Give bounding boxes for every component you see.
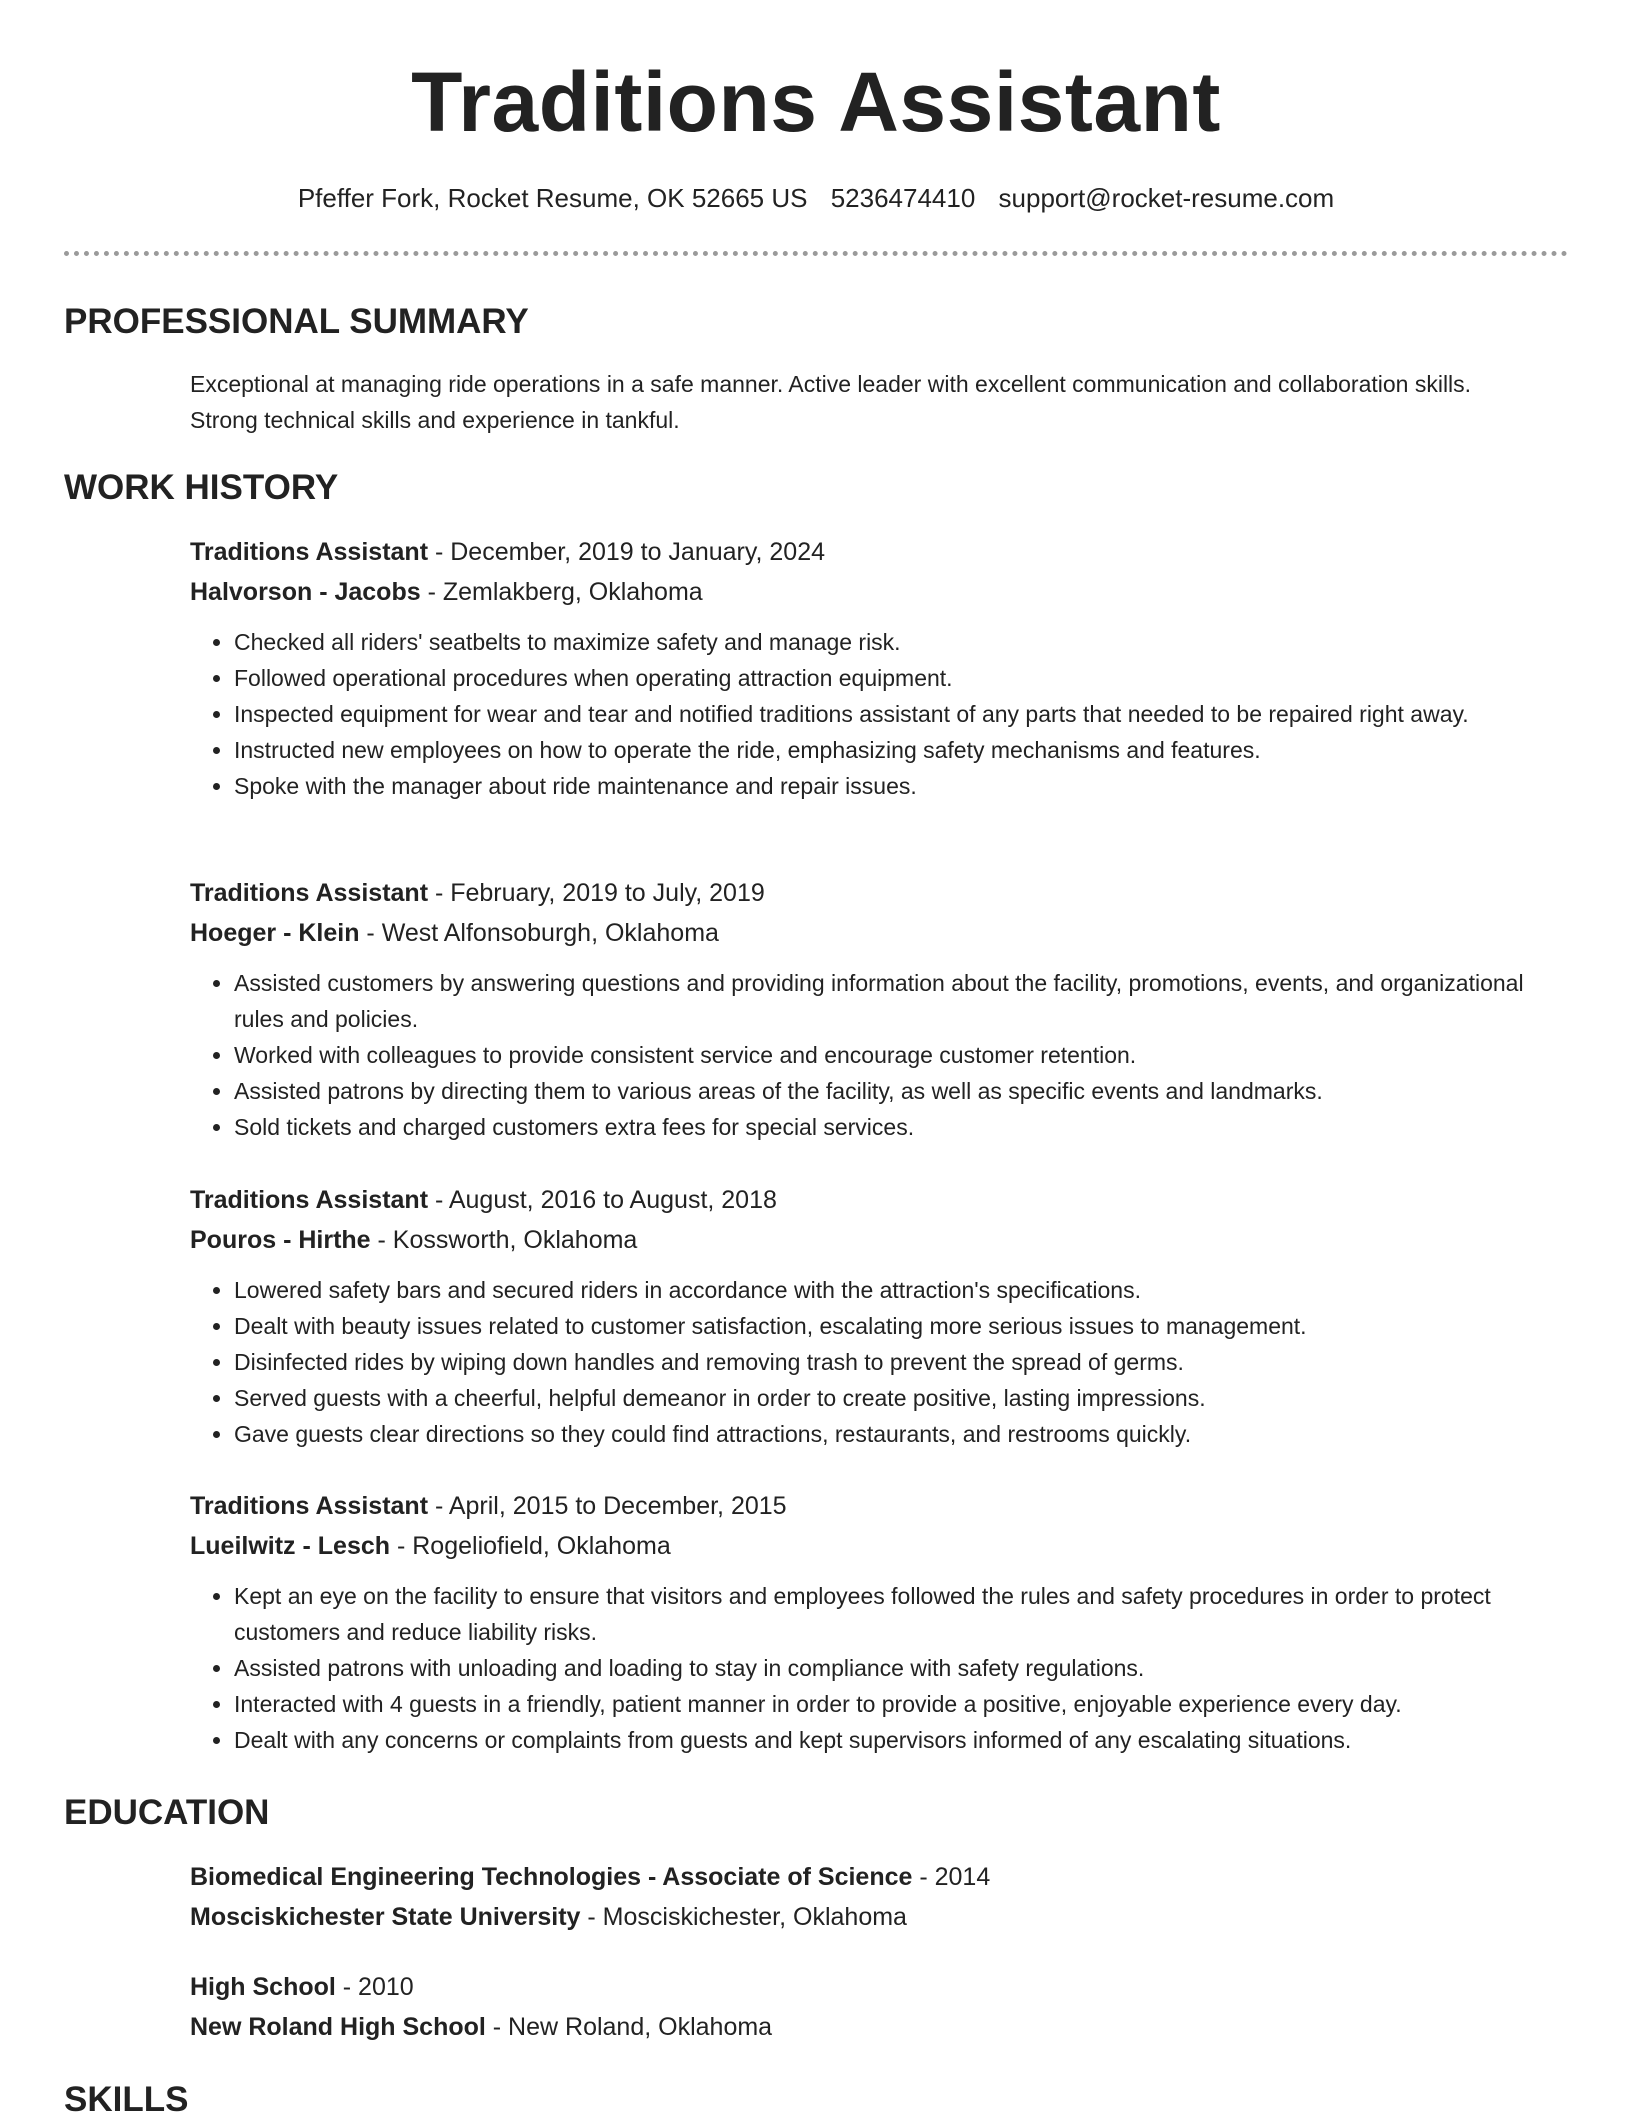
degree-name: High School bbox=[190, 1973, 336, 2001]
school-line bbox=[190, 2007, 1540, 2047]
contact-phone: 5236474410 bbox=[830, 183, 976, 213]
summary-text: Exceptional at managing ride operations in a safe manner. Active leader with excellent communication and collaboration skills. Strong technical skills and experience in tankful. bbox=[190, 371, 1472, 433]
job-location: - Zemlakberg, Oklahoma bbox=[420, 578, 703, 606]
job-company-line bbox=[190, 1526, 1540, 1566]
job-company: Pouros - Hirthe bbox=[190, 1226, 371, 1254]
job-title: Traditions Assistant bbox=[190, 1492, 429, 1520]
job-bullet: • Followed operational procedures when operating attraction equipment. bbox=[234, 660, 1540, 696]
job-bullets bbox=[190, 624, 1540, 804]
job-bullet: • Instructed new employees on how to operate the ride, emphasizing safety mechanisms and features. bbox=[234, 732, 1540, 768]
job-company: Lueilwitz - Lesch bbox=[190, 1532, 391, 1560]
degree-year: - 2014 bbox=[912, 1863, 991, 1891]
job-bullet: • Served guests with a cheerful, helpful demeanor in order to create positive, lasting impressions. bbox=[234, 1380, 1540, 1416]
school-name: Mosciskichester State University bbox=[190, 1903, 581, 1931]
school-line bbox=[190, 1897, 1540, 1937]
job-company: Halvorson - Jacobs bbox=[190, 578, 421, 606]
contact-line bbox=[0, 180, 1632, 216]
job-company-line bbox=[190, 572, 1540, 612]
education-entry bbox=[190, 1857, 1540, 1937]
job-bullets bbox=[190, 965, 1540, 1145]
job-bullet: • Gave guests clear directions so they could find attractions, restaurants, and restrooms quickly. bbox=[234, 1416, 1540, 1452]
job-bullet: • Kept an eye on the facility to ensure that visitors and employees followed the rules and safety procedures in order to protect customers and reduce liability risks. bbox=[234, 1578, 1540, 1650]
job-bullet: • Lowered safety bars and secured riders in accordance with the attraction's specifications. bbox=[234, 1272, 1540, 1308]
job-bullet: • Disinfected rides by wiping down handles and removing trash to prevent the spread of germs. bbox=[234, 1344, 1540, 1380]
contact-address: Pfeffer Fork, Rocket Resume, OK 52665 US bbox=[297, 183, 808, 213]
job-title-line bbox=[190, 532, 1540, 572]
job-bullet: • Assisted patrons by directing them to various areas of the facility, as well as specific events and landmarks. bbox=[234, 1073, 1540, 1109]
job-title-line bbox=[190, 1180, 1540, 1220]
job-bullets bbox=[190, 1578, 1540, 1758]
skills-heading: SKILLS bbox=[64, 2080, 189, 2119]
job-dates: - April, 2015 to December, 2015 bbox=[428, 1492, 787, 1520]
job-title: Traditions Assistant bbox=[190, 1186, 429, 1214]
job-company-line bbox=[190, 1220, 1540, 1260]
degree-name: Biomedical Engineering Technologies - Associate of Science bbox=[190, 1863, 913, 1891]
job-bullet: • Assisted customers by answering questions and providing information about the facility, promotions, events, and organizational rules and policies. bbox=[234, 965, 1540, 1037]
job-location: - West Alfonsoburgh, Oklahoma bbox=[359, 919, 719, 947]
job-location: - Rogeliofield, Oklahoma bbox=[390, 1532, 671, 1560]
job-bullet: • Inspected equipment for wear and tear and notified traditions assistant of any parts that needed to be repaired right away. bbox=[234, 696, 1540, 732]
education-heading: EDUCATION bbox=[64, 1793, 270, 1832]
job-dates: - August, 2016 to August, 2018 bbox=[428, 1186, 777, 1214]
job-company-line bbox=[190, 913, 1540, 953]
job-title: Traditions Assistant bbox=[190, 879, 429, 907]
degree-line bbox=[190, 1857, 1540, 1897]
job-title: Traditions Assistant bbox=[190, 538, 429, 566]
job-bullet: • Dealt with beauty issues related to customer satisfaction, escalating more serious issues to management. bbox=[234, 1308, 1540, 1344]
job-bullet: • Assisted patrons with unloading and loading to stay in compliance with safety regulations. bbox=[234, 1650, 1540, 1686]
job-location: - Kossworth, Oklahoma bbox=[370, 1226, 638, 1254]
header-divider bbox=[64, 251, 1568, 256]
job-bullet: • Spoke with the manager about ride maintenance and repair issues. bbox=[234, 768, 1540, 804]
degree-line bbox=[190, 1967, 1540, 2007]
contact-email: support@rocket-resume.com bbox=[998, 183, 1335, 213]
job-dates: - December, 2019 to January, 2024 bbox=[428, 538, 826, 566]
job-entry bbox=[190, 873, 1540, 1145]
job-bullet: • Interacted with 4 guests in a friendly, patient manner in order to provide a positive, enjoyable experience every day. bbox=[234, 1686, 1540, 1722]
education-entry bbox=[190, 1967, 1540, 2047]
job-bullet: • Dealt with any concerns or complaints from guests and kept supervisors informed of any escalating situations. bbox=[234, 1722, 1540, 1758]
job-bullets bbox=[190, 1272, 1540, 1452]
resume-name: Traditions Assistant bbox=[411, 55, 1221, 149]
job-title-line bbox=[190, 1486, 1540, 1526]
job-title-line bbox=[190, 873, 1540, 913]
job-company: Hoeger - Klein bbox=[190, 919, 360, 947]
job-bullet: • Sold tickets and charged customers extra fees for special services. bbox=[234, 1109, 1540, 1145]
work-history-heading: WORK HISTORY bbox=[64, 468, 339, 507]
school-location: - New Roland, Oklahoma bbox=[485, 2013, 773, 2041]
job-entry bbox=[190, 1180, 1540, 1452]
school-location: - Mosciskichester, Oklahoma bbox=[580, 1903, 907, 1931]
job-bullet: • Checked all riders' seatbelts to maximize safety and manage risk. bbox=[234, 624, 1540, 660]
summary-heading: PROFESSIONAL SUMMARY bbox=[64, 302, 529, 341]
job-entry bbox=[190, 532, 1540, 804]
school-name: New Roland High School bbox=[190, 2013, 486, 2041]
job-dates: - February, 2019 to July, 2019 bbox=[428, 879, 765, 907]
job-entry bbox=[190, 1486, 1540, 1758]
job-bullet: • Worked with colleagues to provide consistent service and encourage customer retention. bbox=[234, 1037, 1540, 1073]
degree-year: - 2010 bbox=[335, 1973, 414, 2001]
